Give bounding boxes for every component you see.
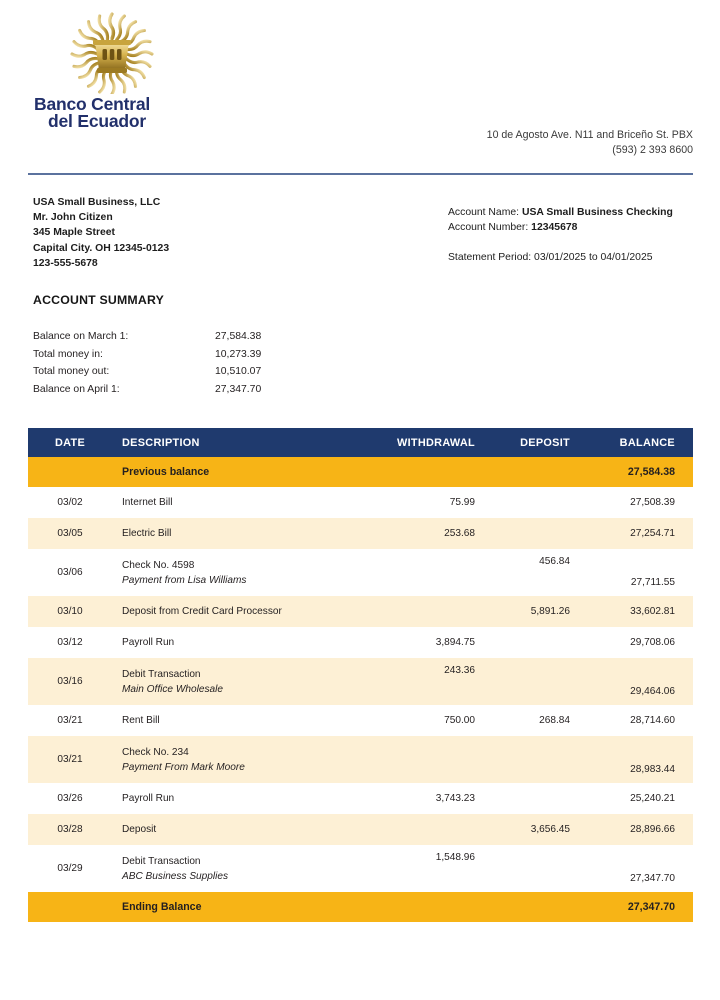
cell-deposit: 456.84 [539, 556, 570, 567]
table-row [28, 736, 693, 783]
cell-deposit: 3,656.45 [530, 824, 570, 835]
cell-balance: 27,508.39 [630, 497, 675, 508]
cell-balance: 27,347.70 [630, 873, 675, 884]
cell-description [112, 736, 378, 783]
cell-deposit [493, 736, 588, 783]
cell-date: 03/02 [57, 497, 83, 508]
cell-withdrawal: 3,894.75 [435, 637, 475, 648]
cell-balance: 33,602.81 [630, 606, 675, 617]
customer-line3: 345 Maple Street [33, 227, 116, 239]
cell-description-main: Debit Transaction [122, 855, 201, 867]
column-header-withdrawal: WITHDRAWAL [378, 428, 493, 457]
summary-value: 27,584.38 [215, 331, 262, 342]
cell-description [112, 845, 378, 892]
cell-description-sub: Main Office Wholesale [122, 683, 223, 695]
cell-description-sub: ABC Business Supplies [122, 870, 229, 882]
cell-deposit: 268.84 [539, 715, 570, 726]
summary-label: Balance on April 1: [33, 383, 120, 395]
summary-label: Total money in: [33, 348, 103, 360]
cell-deposit: 5,891.26 [530, 606, 570, 617]
cell-date: 03/21 [57, 754, 83, 765]
table-row [28, 518, 693, 549]
cell-description-sub: Payment From Mark Moore [122, 761, 245, 773]
cell-withdrawal: 1,548.96 [435, 852, 475, 863]
cell-deposit [493, 845, 588, 892]
ending-balance-amount: 27,347.70 [627, 901, 675, 913]
account-name-value: USA Small Business Checking [521, 207, 673, 218]
transactions-table [28, 428, 693, 922]
cell-description [112, 658, 378, 705]
cell-description: Payroll Run [122, 637, 175, 648]
cell-description [112, 549, 378, 596]
customer-line5: 123-555-5678 [33, 257, 98, 269]
table-row [28, 487, 693, 518]
bank-name-line2: del Ecuador [48, 111, 146, 131]
cell-withdrawal: 75.99 [449, 497, 475, 508]
bank-address-line2: (593) 2 393 8600 [612, 143, 693, 156]
summary-value: 27,347.70 [215, 383, 262, 395]
statement-period: Statement Period: 03/01/2025 to 04/01/2025 [448, 251, 653, 263]
bank-address [363, 128, 693, 157]
previous-balance-row [28, 457, 693, 487]
cell-date: 03/10 [57, 606, 83, 617]
cell-balance: 29,464.06 [630, 686, 675, 697]
account-info [448, 205, 673, 265]
customer-line2: Mr. John Citizen [33, 212, 113, 224]
account-name-row [448, 205, 673, 220]
cell-balance: 29,708.06 [630, 637, 675, 648]
account-number-value: 12345678 [531, 222, 578, 234]
column-header-description: DESCRIPTION [112, 428, 378, 457]
cell-withdrawal: 243.36 [444, 665, 475, 676]
account-number-label: Account Number: [448, 222, 529, 234]
cell-deposit [493, 518, 588, 549]
table-row [28, 549, 693, 596]
ending-balance-row [28, 892, 693, 922]
cell-balance: 25,240.21 [630, 793, 675, 804]
cell-description: Rent Bill [122, 715, 160, 726]
summary-value: 10,510.07 [215, 366, 262, 378]
cell-deposit [493, 658, 588, 705]
ending-balance-label: Ending Balance [122, 900, 202, 913]
bank-name [34, 96, 198, 130]
cell-date: 03/16 [57, 676, 83, 687]
summary-row [33, 381, 261, 399]
table-row [28, 783, 693, 814]
cell-balance: 28,714.60 [630, 715, 675, 726]
cell-date: 03/12 [57, 637, 83, 648]
previous-balance-amount: 27,584.38 [627, 466, 675, 478]
cell-balance: 28,983.44 [630, 764, 675, 775]
customer-address [33, 195, 169, 271]
header-divider [28, 173, 693, 175]
cell-withdrawal: 3,743.23 [435, 793, 475, 804]
customer-line4: Capital City. OH 12345-0123 [33, 242, 170, 254]
customer-line1: USA Small Business, LLC [33, 197, 161, 208]
cell-deposit [493, 783, 588, 814]
table-row [28, 627, 693, 658]
cell-description: Electric Bill [122, 528, 172, 539]
cell-description: Deposit [122, 824, 157, 835]
cell-balance: 27,711.55 [630, 577, 675, 588]
cell-withdrawal [378, 596, 493, 627]
previous-balance-label: Previous balance [122, 465, 210, 478]
cell-description-main: Check No. 4598 [122, 559, 195, 571]
transactions-body [28, 457, 693, 922]
account-number-row [448, 220, 673, 235]
summary-row [33, 363, 261, 381]
account-name-label: Account Name: [448, 207, 520, 218]
cell-withdrawal [378, 814, 493, 845]
cell-date: 03/21 [57, 715, 83, 726]
masthead [28, 0, 693, 173]
summary-label: Balance on March 1: [33, 331, 129, 342]
cell-date: 03/29 [57, 863, 83, 874]
summary-row [33, 328, 261, 346]
cell-description: Deposit from Credit Card Processor [122, 606, 282, 617]
cell-withdrawal [378, 549, 493, 596]
summary-value: 10,273.39 [215, 348, 262, 360]
account-summary-title: ACCOUNT SUMMARY [33, 293, 164, 307]
table-row [28, 658, 693, 705]
table-row [28, 596, 693, 627]
column-header-deposit: DEPOSIT [493, 428, 588, 457]
summary-label: Total money out: [33, 366, 110, 378]
cell-description: Internet Bill [122, 497, 173, 508]
column-header-balance: BALANCE [588, 428, 693, 457]
summary-row [33, 346, 261, 364]
cell-balance: 27,254.71 [630, 528, 675, 539]
column-header-date: DATE [28, 428, 112, 457]
cell-balance: 28,896.66 [630, 824, 675, 835]
cell-date: 03/06 [57, 567, 83, 578]
cell-deposit [493, 487, 588, 518]
cell-date: 03/05 [57, 528, 83, 539]
cell-description: Payroll Run [122, 793, 175, 804]
cell-withdrawal [378, 736, 493, 783]
transactions-header-row [28, 428, 693, 457]
table-row [28, 705, 693, 736]
cell-date: 03/28 [57, 824, 83, 835]
cell-deposit [493, 627, 588, 658]
bank-name-line1: Banco Central [34, 94, 151, 114]
bank-logo [28, 2, 198, 130]
sun-emblem-icon [42, 2, 182, 94]
table-row [28, 845, 693, 892]
cell-withdrawal: 750.00 [444, 715, 475, 726]
cell-withdrawal: 253.68 [444, 528, 475, 539]
table-row [28, 814, 693, 845]
cell-description-main: Check No. 234 [122, 746, 189, 758]
cell-description-main: Debit Transaction [122, 668, 201, 680]
bank-address-line1: 10 de Agosto Ave. N11 and Briceño St. PBX [486, 129, 693, 141]
cell-date: 03/26 [57, 793, 83, 804]
account-summary-table [33, 328, 261, 398]
cell-description-sub: Payment from Lisa Williams [122, 574, 247, 586]
